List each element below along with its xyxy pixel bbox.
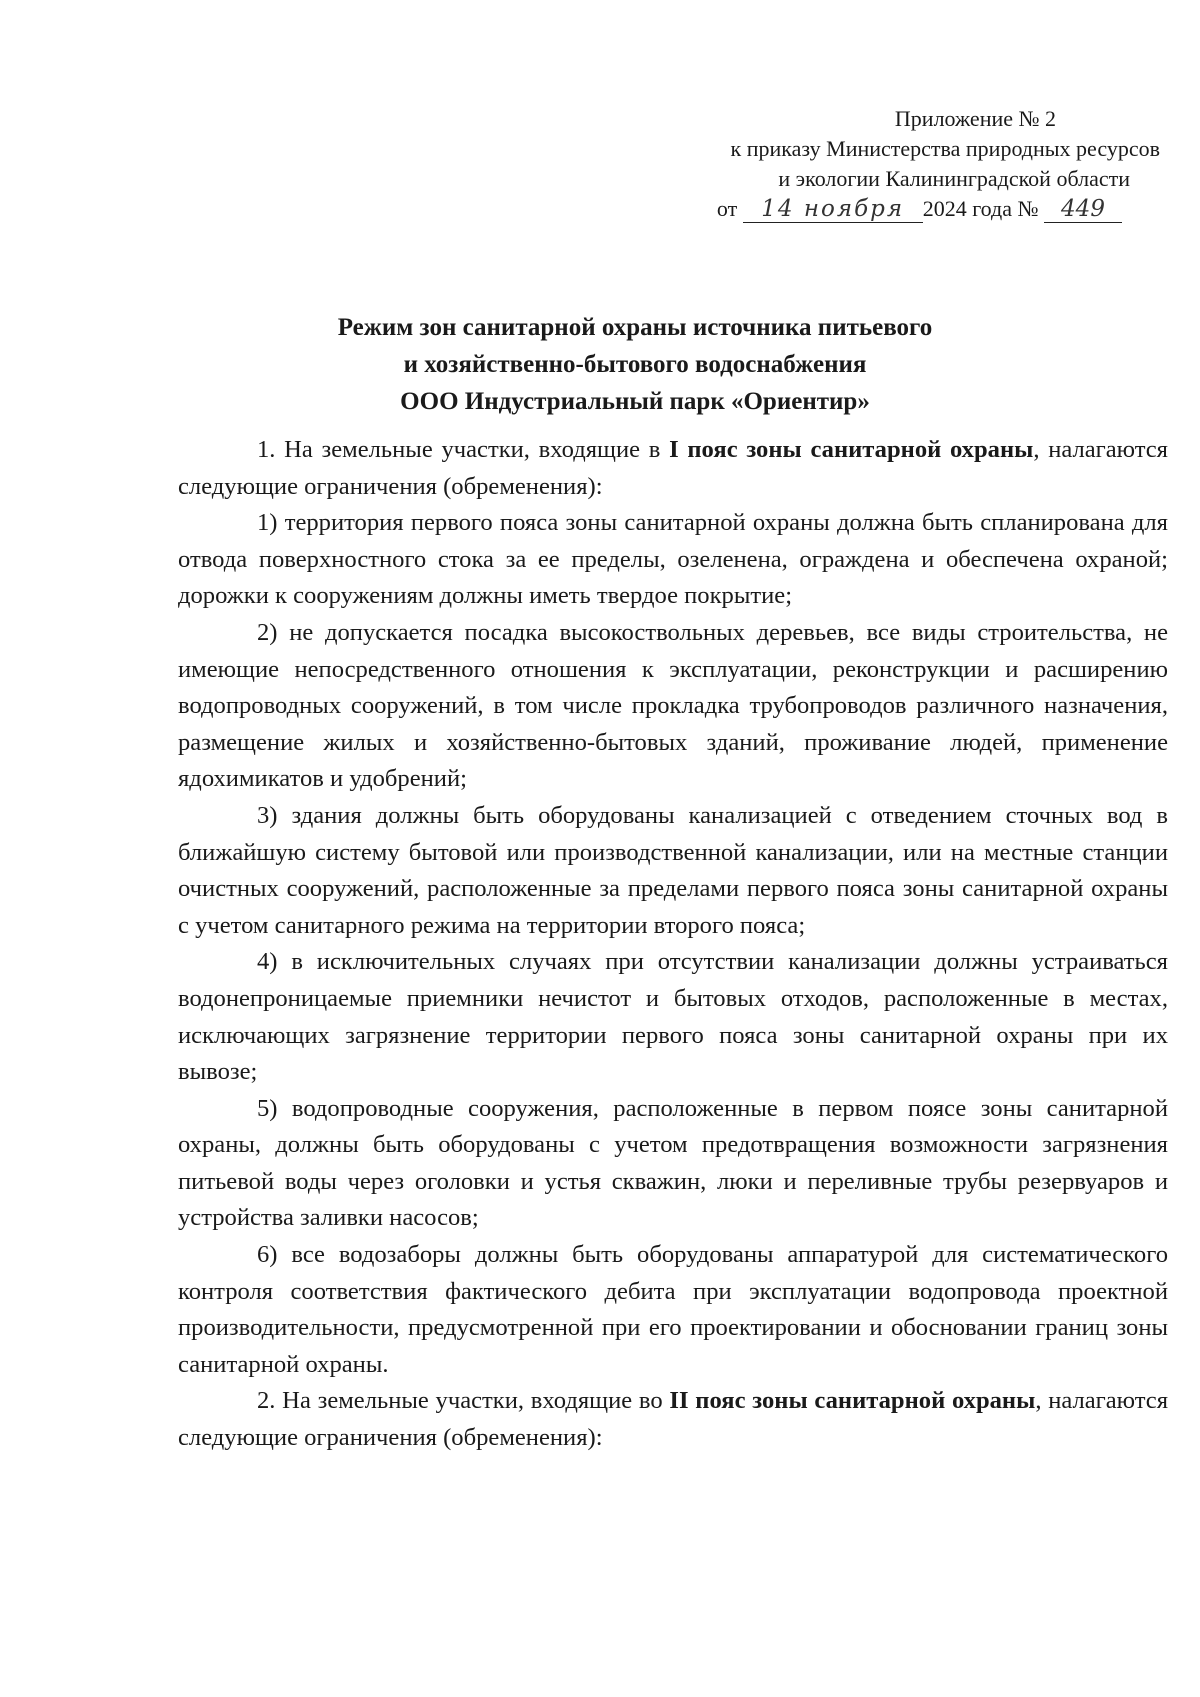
section-2-suffix: , налагаются следующие ограничения (обременения):	[178, 1387, 1169, 1452]
section-1-item-3: 3) здания должны быть оборудованы канализацией с отведением сточных вод в ближайшую систему бытовой или производственной канализации, или на местные станции очистных сооружений, расположенные за пределами первого пояса зоны санитарной охраны с учетом санитарного режима на территории второго пояса;	[178, 801, 1168, 939]
appendix-header	[600, 104, 1160, 224]
handwritten-order-number: 449	[1044, 196, 1122, 223]
section-1-suffix: , налагаются следующие ограничения (обременения):	[178, 436, 1168, 500]
title-line-3: ООО Индустриальный парк «Ориентир»	[400, 388, 870, 415]
title-line-1: Режим зон санитарной охраны источника питьевого	[337, 314, 933, 341]
order-date-line	[600, 194, 1160, 224]
document-body	[178, 432, 1168, 1457]
section-1-bold: I пояс зоны санитарной охраны	[669, 436, 1034, 463]
ministry-region: и экологии Калининградской области	[778, 166, 1130, 191]
section-1-item-5: 5) водопроводные сооружения, расположенные в первом поясе зоны санитарной охраны, должны быть оборудованы с учетом предотвращения возможности загрязнения питьевой воды через оголовки и устья скважин, люки и переливные трубы резервуаров и устройства заливки насосов;	[178, 1094, 1168, 1232]
section-1-prefix: 1. На земельные участки, входящие в	[257, 436, 670, 463]
section-1-intro	[178, 432, 1168, 505]
section-1-item-6: 6) все водозаборы должны быть оборудованы аппаратурой для систематического контроля соответствия фактического дебита при эксплуатации водопровода проектной производительности, предусмотренной при его проектировании и обосновании границ зоны санитарной охраны.	[178, 1241, 1168, 1378]
appendix-number: Приложение № 2	[894, 106, 1056, 131]
section-2-bold: II пояс зоны санитарной охраны	[669, 1387, 1036, 1415]
section-2-intro	[178, 1383, 1168, 1456]
section-1-item-4: 4) в исключительных случаях при отсутствии канализации должны устраиваться водонепроницаемые приемники нечистот и бытовых отходов, расположенные в местах, исключающих загрязнение территории первого пояса зоны санитарной охраны при их вывозе;	[178, 948, 1168, 1086]
date-suffix: 2024 года №	[922, 196, 1039, 221]
title-line-2: и хозяйственно-бытового водоснабжения	[403, 351, 867, 378]
order-reference: к приказу Министерства природных ресурсов	[730, 136, 1160, 161]
section-1-item-2: 2) не допускается посадка высокоствольных деревьев, все виды строительства, не имеющие непосредственного отношения к эксплуатации, реконструкции и расширению водопроводных сооружений, в том числе прокладка трубопроводов различного назначения, размещение жилых и хозяйственно-бытовых зданий, проживание людей, применение ядохимикатов и удобрений;	[178, 618, 1168, 793]
date-prefix: от	[716, 196, 738, 221]
handwritten-date: 14 ноября	[743, 196, 923, 223]
document-title	[200, 309, 1070, 420]
section-2-prefix: 2. На земельные участки, входящие во	[257, 1387, 670, 1415]
section-1-item-1: 1) территория первого пояса зоны санитарной охраны должна быть спланирована для отвода поверхностного стока за ее пределы, озеленена, ограждена и обеспечена охраной; дорожки к сооружениям должны иметь твердое покрытие;	[178, 509, 1168, 610]
